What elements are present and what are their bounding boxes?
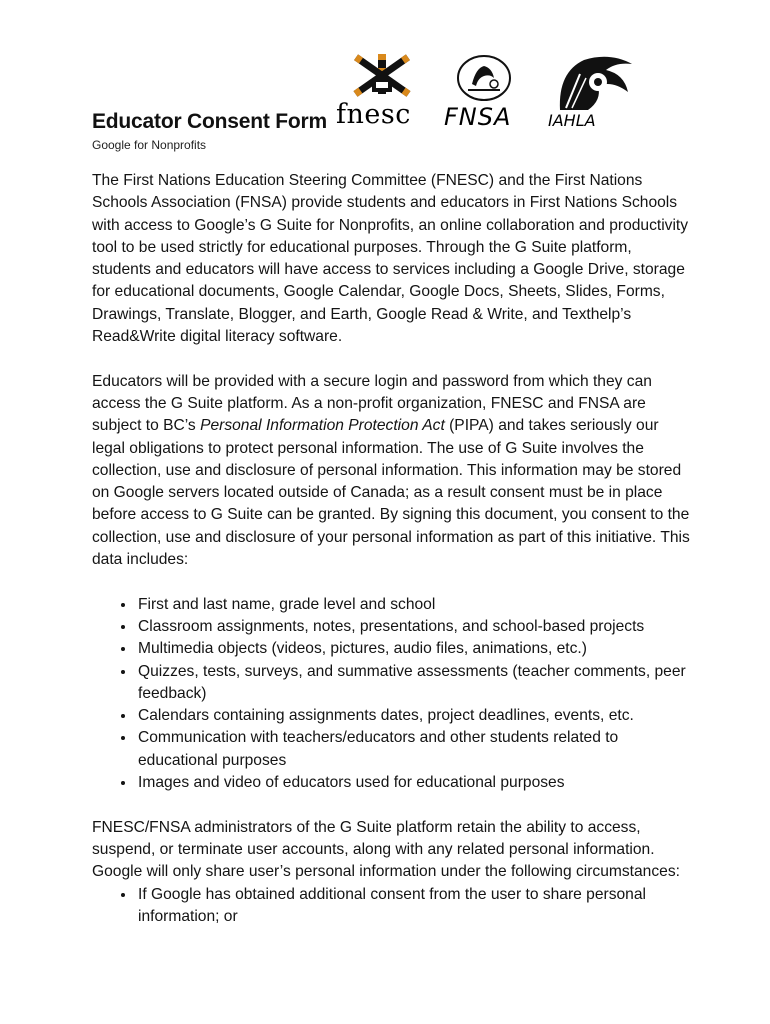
iahla-emblem-icon [540, 52, 640, 114]
list-item: • Classroom assignments, notes, presentations, and school-based projects [136, 616, 692, 638]
data-includes-list [92, 594, 692, 795]
list-item: • Calendars containing assignments dates, project deadlines, events, etc. [136, 705, 692, 727]
form-title: Educator Consent Form [92, 110, 327, 133]
form-subtitle: Google for Nonprofits [92, 138, 207, 152]
privacy-text-start: Educators will be provided with a secure login and password from which they can access the G Suite platform. As a non-profit organization, FNESC and FNSA are subject to BC’s [92, 372, 652, 435]
privacy-text-end: (PIPA) and takes seriously our legal obligations to protect personal information. The use of G Suite involves the collection, use and disclosure of personal information. This information may be stored on Google servers located outside of Canada; as a result consent must be in place before access to G Suite can be granted. By signing this document, you consent to the collection, use and disclosure of your personal information as part of this initiative. This data includes: [92, 417, 690, 569]
list-item: • If Google has obtained additional consent from the user to share personal information; or [136, 884, 692, 929]
administrators-paragraph: FNESC/FNSA administrators of the G Suite platform retain the ability to access, suspend, or terminate user accounts, along with any related personal information. Google will only share user’s personal information under the following circumstances: [92, 818, 680, 881]
list-item: • Quizzes, tests, surveys, and summative assessments (teacher comments, peer feedback) [136, 661, 692, 706]
list-item: • Images and video of educators used for educational purposes [136, 772, 692, 794]
privacy-paragraph [92, 371, 692, 572]
fnesc-logo [336, 52, 428, 130]
sharing-circumstances-list [92, 884, 692, 929]
fnsa-emblem-icon [454, 54, 514, 102]
form-body [92, 170, 692, 928]
intro-paragraph: The First Nations Education Steering Committee (FNESC) and the First Nations Schools Association (FNSA) provide students and educators in First Nations Schools with access to Google’s G Suite for Nonprofits, an online collaboration and productivity tool to be used strictly for educational purposes. Through the G Suite platform, students and educators will have access to services including a Google Drive, storage for educational documents, Google Calendar, Google Docs, Sheets, Slides, Forms, Drawings, Translate, Blogger, and Earth, Google Read & Write, and Texthelp’s Read&Write digital literacy software. [92, 172, 689, 346]
fnsa-logo [444, 54, 528, 130]
iahla-wordmark: IAHLA [548, 111, 596, 130]
fnsa-wordmark: FNSA [444, 103, 512, 131]
iahla-logo [540, 52, 640, 132]
list-item: • Communication with teachers/educators and other students related to educational purposes [136, 727, 692, 772]
list-item: • First and last name, grade level and school [136, 594, 692, 616]
fnesc-emblem-icon [342, 52, 422, 98]
pipa-act-name: Personal Information Protection Act [200, 417, 445, 435]
list-item: • Multimedia objects (videos, pictures, audio files, animations, etc.) [136, 638, 692, 660]
fnesc-wordmark: fnesc [336, 99, 411, 130]
